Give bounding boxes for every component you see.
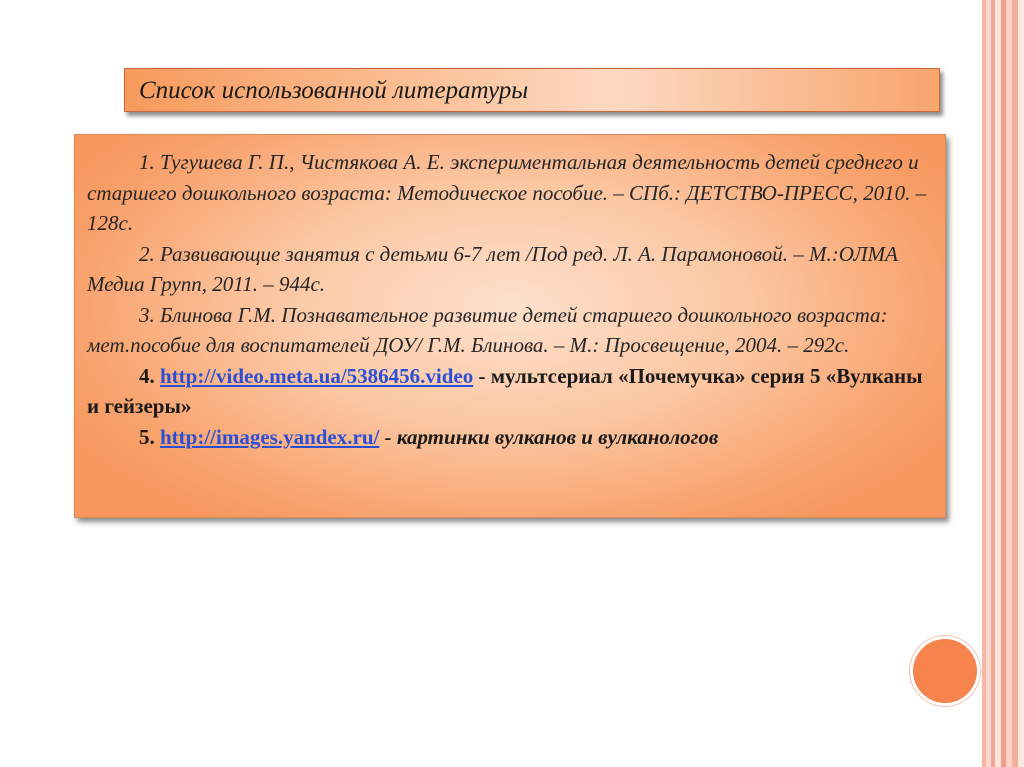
- reference-text: Развивающие занятия с детьми 6-7 лет /Под ред. Л. А. Парамоновой. – М.:ОЛМА Медиа Групп, 2011. – 944с.: [87, 241, 898, 296]
- reference-item-2: [87, 239, 935, 300]
- reference-item-1: [87, 147, 935, 239]
- reference-number: 5.: [139, 424, 155, 449]
- decorative-stripes: [976, 0, 1024, 767]
- reference-item-5: [87, 422, 935, 453]
- reference-number: 4.: [139, 363, 155, 388]
- reference-text: Блинова Г.М. Познавательное развитие детей старшего дошкольного возраста: мет.пособие для воспитателей ДОУ/ Г.М. Блинова. – М.: Просвещение, 2004. – 292с.: [87, 302, 888, 357]
- reference-number: 3.: [139, 302, 155, 327]
- references-list: [87, 147, 935, 452]
- reference-link-video[interactable]: http://video.meta.ua/5386456.video: [160, 363, 474, 388]
- slide-title: Список использованной литературы: [139, 77, 529, 104]
- references-box: [74, 134, 946, 518]
- title-box: [124, 68, 940, 112]
- reference-link-images[interactable]: http://images.yandex.ru/: [160, 424, 380, 449]
- reference-text: - мультсериал «Почемучка» серия 5 «Вулканы и гейзеры»: [87, 363, 923, 418]
- reference-number: 1.: [139, 150, 155, 174]
- reference-text: - картинки вулканов и вулканологов: [379, 424, 719, 449]
- reference-text: Тугушева Г. П., Чистякова А. Е. экспериментальная деятельность детей среднего и старшего дошкольного возраста: Методическое пособие. – СПб.: ДЕТСТВО-ПРЕСС, 2010. – 128с.: [87, 150, 927, 235]
- decorative-circle: [913, 639, 977, 703]
- reference-number: 2.: [139, 241, 155, 266]
- reference-item-4: [87, 361, 935, 422]
- reference-item-3: [87, 300, 935, 361]
